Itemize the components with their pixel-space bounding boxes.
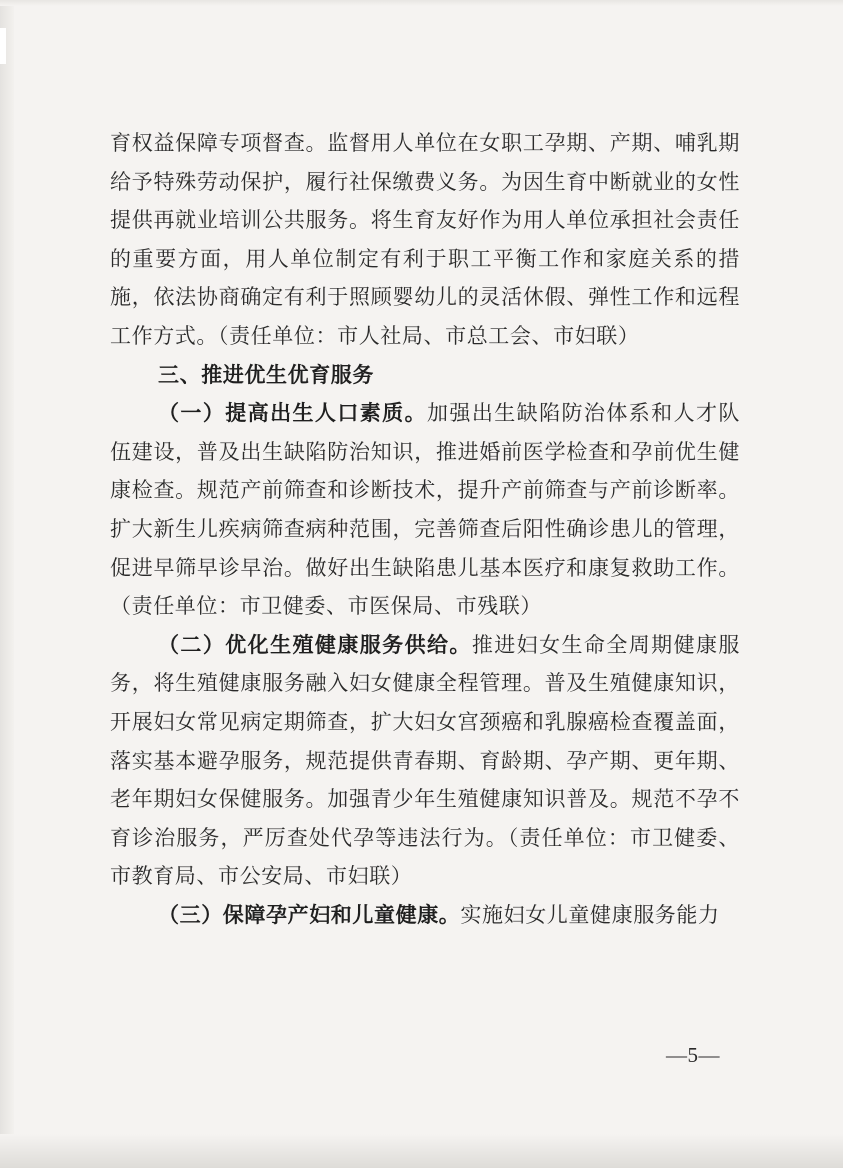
subsection-3-title: （三）保障孕产妇和儿童健康。	[158, 902, 461, 927]
subsection-1	[110, 394, 740, 626]
page-number: —5—	[666, 1043, 720, 1067]
document-body	[110, 124, 740, 934]
scan-bottom-shadow	[0, 1134, 843, 1168]
section-heading: 三、推进优生优育服务	[158, 362, 374, 387]
subsection-2-text: 推进妇女生命全周期健康服务，将生殖健康服务融入妇女健康全程管理。普及生殖健康知识，开展妇女常见病定期筛查，扩大妇女宫颈癌和乳腺癌检查覆盖面，落实基本避孕服务，规范提供青春期、育龄期、孕产期、更年期、老年期妇女保健服务。加强青少年生殖健康知识普及。规范不孕不育诊治服务，严厉查处代孕等违法行为。（责任单位：市卫健委、市教育局、市公安局、市妇联）	[110, 632, 740, 889]
scan-edge-mark	[0, 28, 6, 64]
subsection-1-title: （一）提高出生人口素质。	[158, 401, 427, 426]
subsection-1-text: 加强出生缺陷防治体系和人才队伍建设，普及出生缺陷防治知识，推进婚前医学检查和孕前优生健康检查。规范产前筛查和诊断技术，提升产前筛查与产前诊断率。扩大新生儿疾病筛查病种范围，完善筛查后阳性确诊患儿的管理，促进早筛早诊早治。做好出生缺陷患儿基本医疗和康复救助工作。（责任单位：市卫健委、市医保局、市残联）	[110, 401, 741, 619]
subsection-3	[110, 896, 740, 935]
subsection-2-title: （二）优化生殖健康服务供给。	[158, 632, 472, 657]
subsection-3-text: 实施妇女儿童健康服务能力	[460, 902, 720, 927]
scan-left-shadow	[0, 0, 14, 1168]
scan-top-shadow	[0, 0, 843, 6]
paragraph-text: 育权益保障专项督查。监督用人单位在女职工孕期、产期、哺乳期给予特殊劳动保护，履行社保缴费义务。为因生育中断就业的女性提供再就业培训公共服务。将生育友好作为用人单位承担社会责任的重要方面，用人单位制定有利于职工平衡工作和家庭关系的措施，依法协商确定有利于照顾婴幼儿的灵活休假、弹性工作和远程工作方式。（责任单位：市人社局、市总工会、市妇联）	[110, 131, 740, 348]
paragraph-continuation	[110, 124, 740, 356]
subsection-2	[110, 626, 740, 896]
